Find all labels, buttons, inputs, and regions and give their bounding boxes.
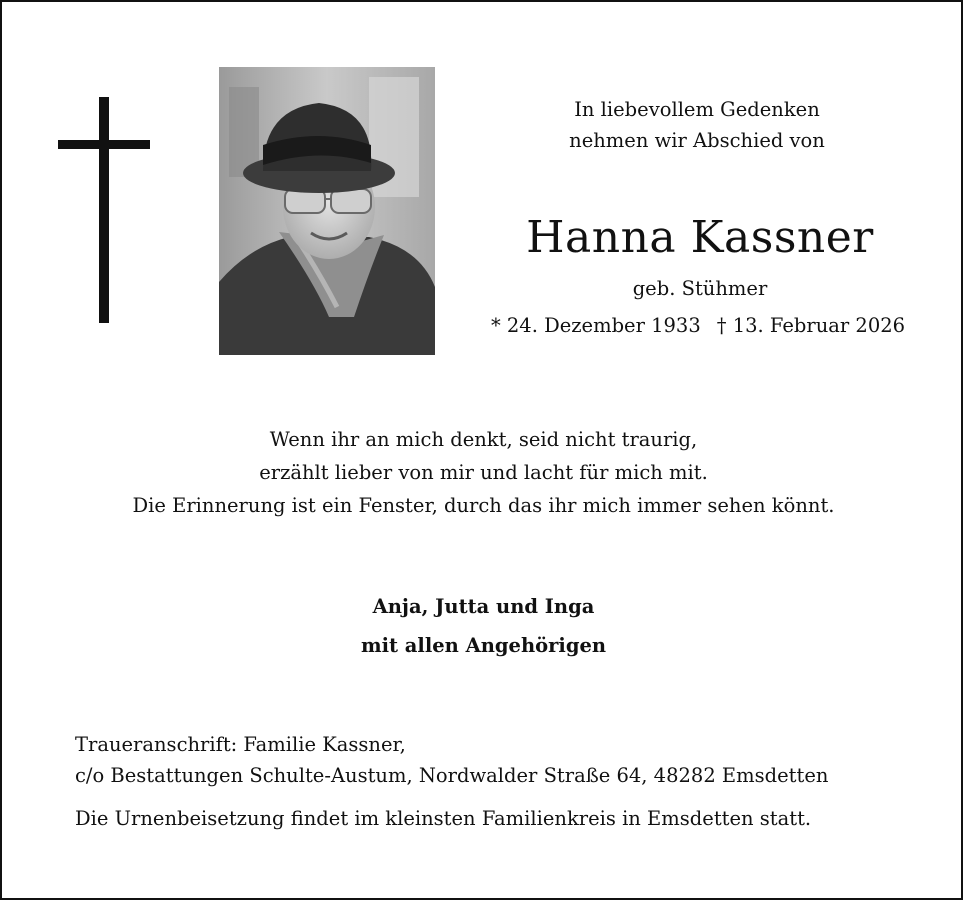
memorial-poem — [62, 423, 905, 522]
cross-horizontal-bar — [58, 140, 150, 149]
cross-icon — [58, 97, 150, 323]
cross-vertical-bar — [99, 97, 109, 323]
address-line: Traueranschrift: Familie Kassner, — [75, 733, 406, 756]
deceased-name: Hanna Kassner — [526, 212, 874, 263]
death-date: † 13. Februar 2026 — [716, 314, 906, 337]
portrait-photo — [219, 67, 435, 355]
address-line: c/o Bestattungen Schulte-Austum, Nordwalder Straße 64, 48282 Emsdetten — [75, 764, 829, 787]
intro-text — [502, 94, 892, 156]
mourners-signature — [202, 587, 765, 665]
intro-line: In liebevollem Gedenken — [574, 98, 820, 121]
poem-line: Die Erinnerung ist ein Fenster, durch das ihr mich immer sehen könnt. — [132, 494, 835, 517]
poem-line: erzählt lieber von mir und lacht für mich mit. — [259, 461, 708, 484]
mourners-line: Anja, Jutta und Inga — [372, 595, 595, 618]
life-dates — [462, 312, 934, 340]
birth-name: geb. Stühmer — [632, 277, 768, 300]
mourning-address — [75, 729, 935, 791]
intro-line: nehmen wir Abschied von — [569, 129, 825, 152]
birth-date: * 24. Dezember 1933 — [490, 314, 701, 337]
mourners-line: mit allen Angehörigen — [360, 634, 607, 657]
poem-line: Wenn ihr an mich denkt, seid nicht traurig, — [269, 428, 698, 451]
burial-note: Die Urnenbeisetzung findet im kleinsten Familienkreis in Emsdetten statt. — [75, 807, 812, 830]
